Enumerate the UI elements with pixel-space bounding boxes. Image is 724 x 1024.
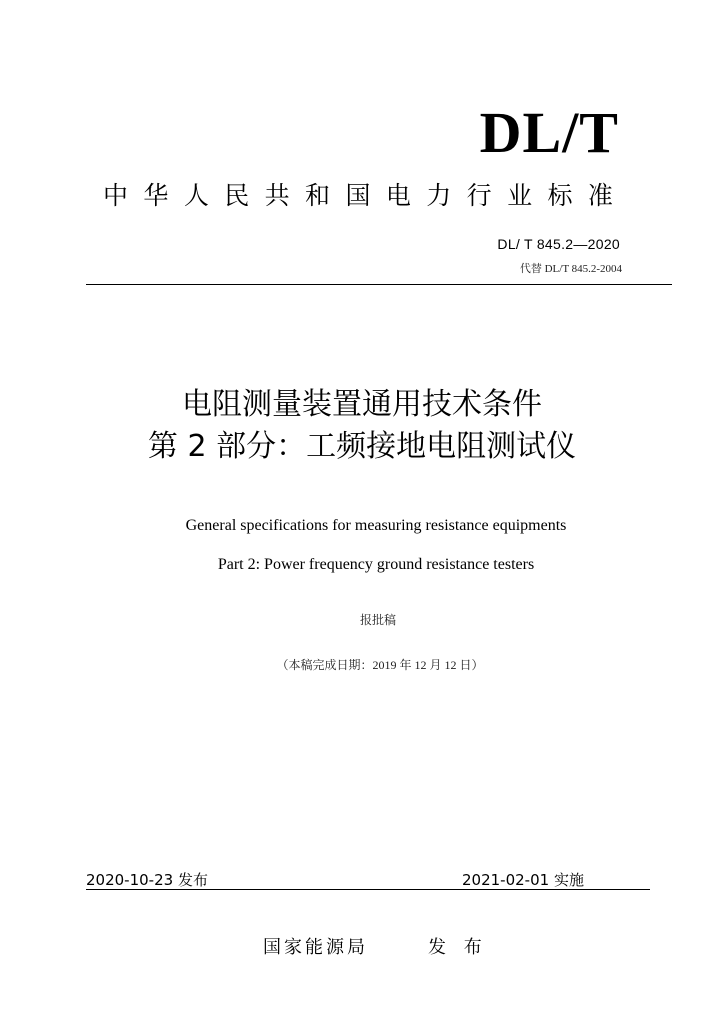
issuer: 国家能源局 [263, 937, 368, 958]
title-cn-main: 电阻测量装置通用技术条件 [182, 387, 542, 422]
banner-char: 民 [224, 181, 250, 210]
banner-char: 准 [587, 181, 613, 210]
implement-date: 2021-02-01 实施 [462, 871, 584, 889]
banner-char: 业 [507, 181, 533, 210]
national-standard-banner [103, 183, 613, 208]
banner-char: 人 [183, 181, 209, 210]
banner-char: 和 [305, 181, 331, 210]
banner-char: 华 [143, 181, 169, 210]
issue-verb: 发 布 [428, 937, 488, 958]
footer-divider [86, 889, 650, 890]
banner-char: 国 [345, 181, 371, 210]
banner-char: 共 [264, 181, 290, 210]
banner-char: 中 [103, 181, 129, 210]
banner-char: 电 [385, 181, 411, 210]
banner-char: 标 [547, 181, 573, 210]
completion-note: （本稿完成日期：2019 年 12 月 12 日） [276, 658, 484, 672]
standard-code: DL/ T 845.2—2020 [497, 236, 620, 252]
draft-status: 报批稿 [359, 613, 396, 627]
banner-char: 力 [426, 181, 452, 210]
replaces-note: 代替 DL/T 845.2-2004 [519, 263, 622, 275]
title-en-main: General specifications for measuring resistance equipments [185, 517, 567, 534]
title-cn-part: 第 2 部分：工频接地电阻测试仪 [147, 429, 577, 464]
header-divider [86, 284, 672, 285]
title-en-part: Part 2: Power frequency ground resistance testers [217, 556, 535, 573]
banner-char: 行 [466, 181, 492, 210]
standard-logo: DL/T [479, 100, 619, 165]
publish-date: 2020-10-23 发布 [86, 871, 208, 889]
